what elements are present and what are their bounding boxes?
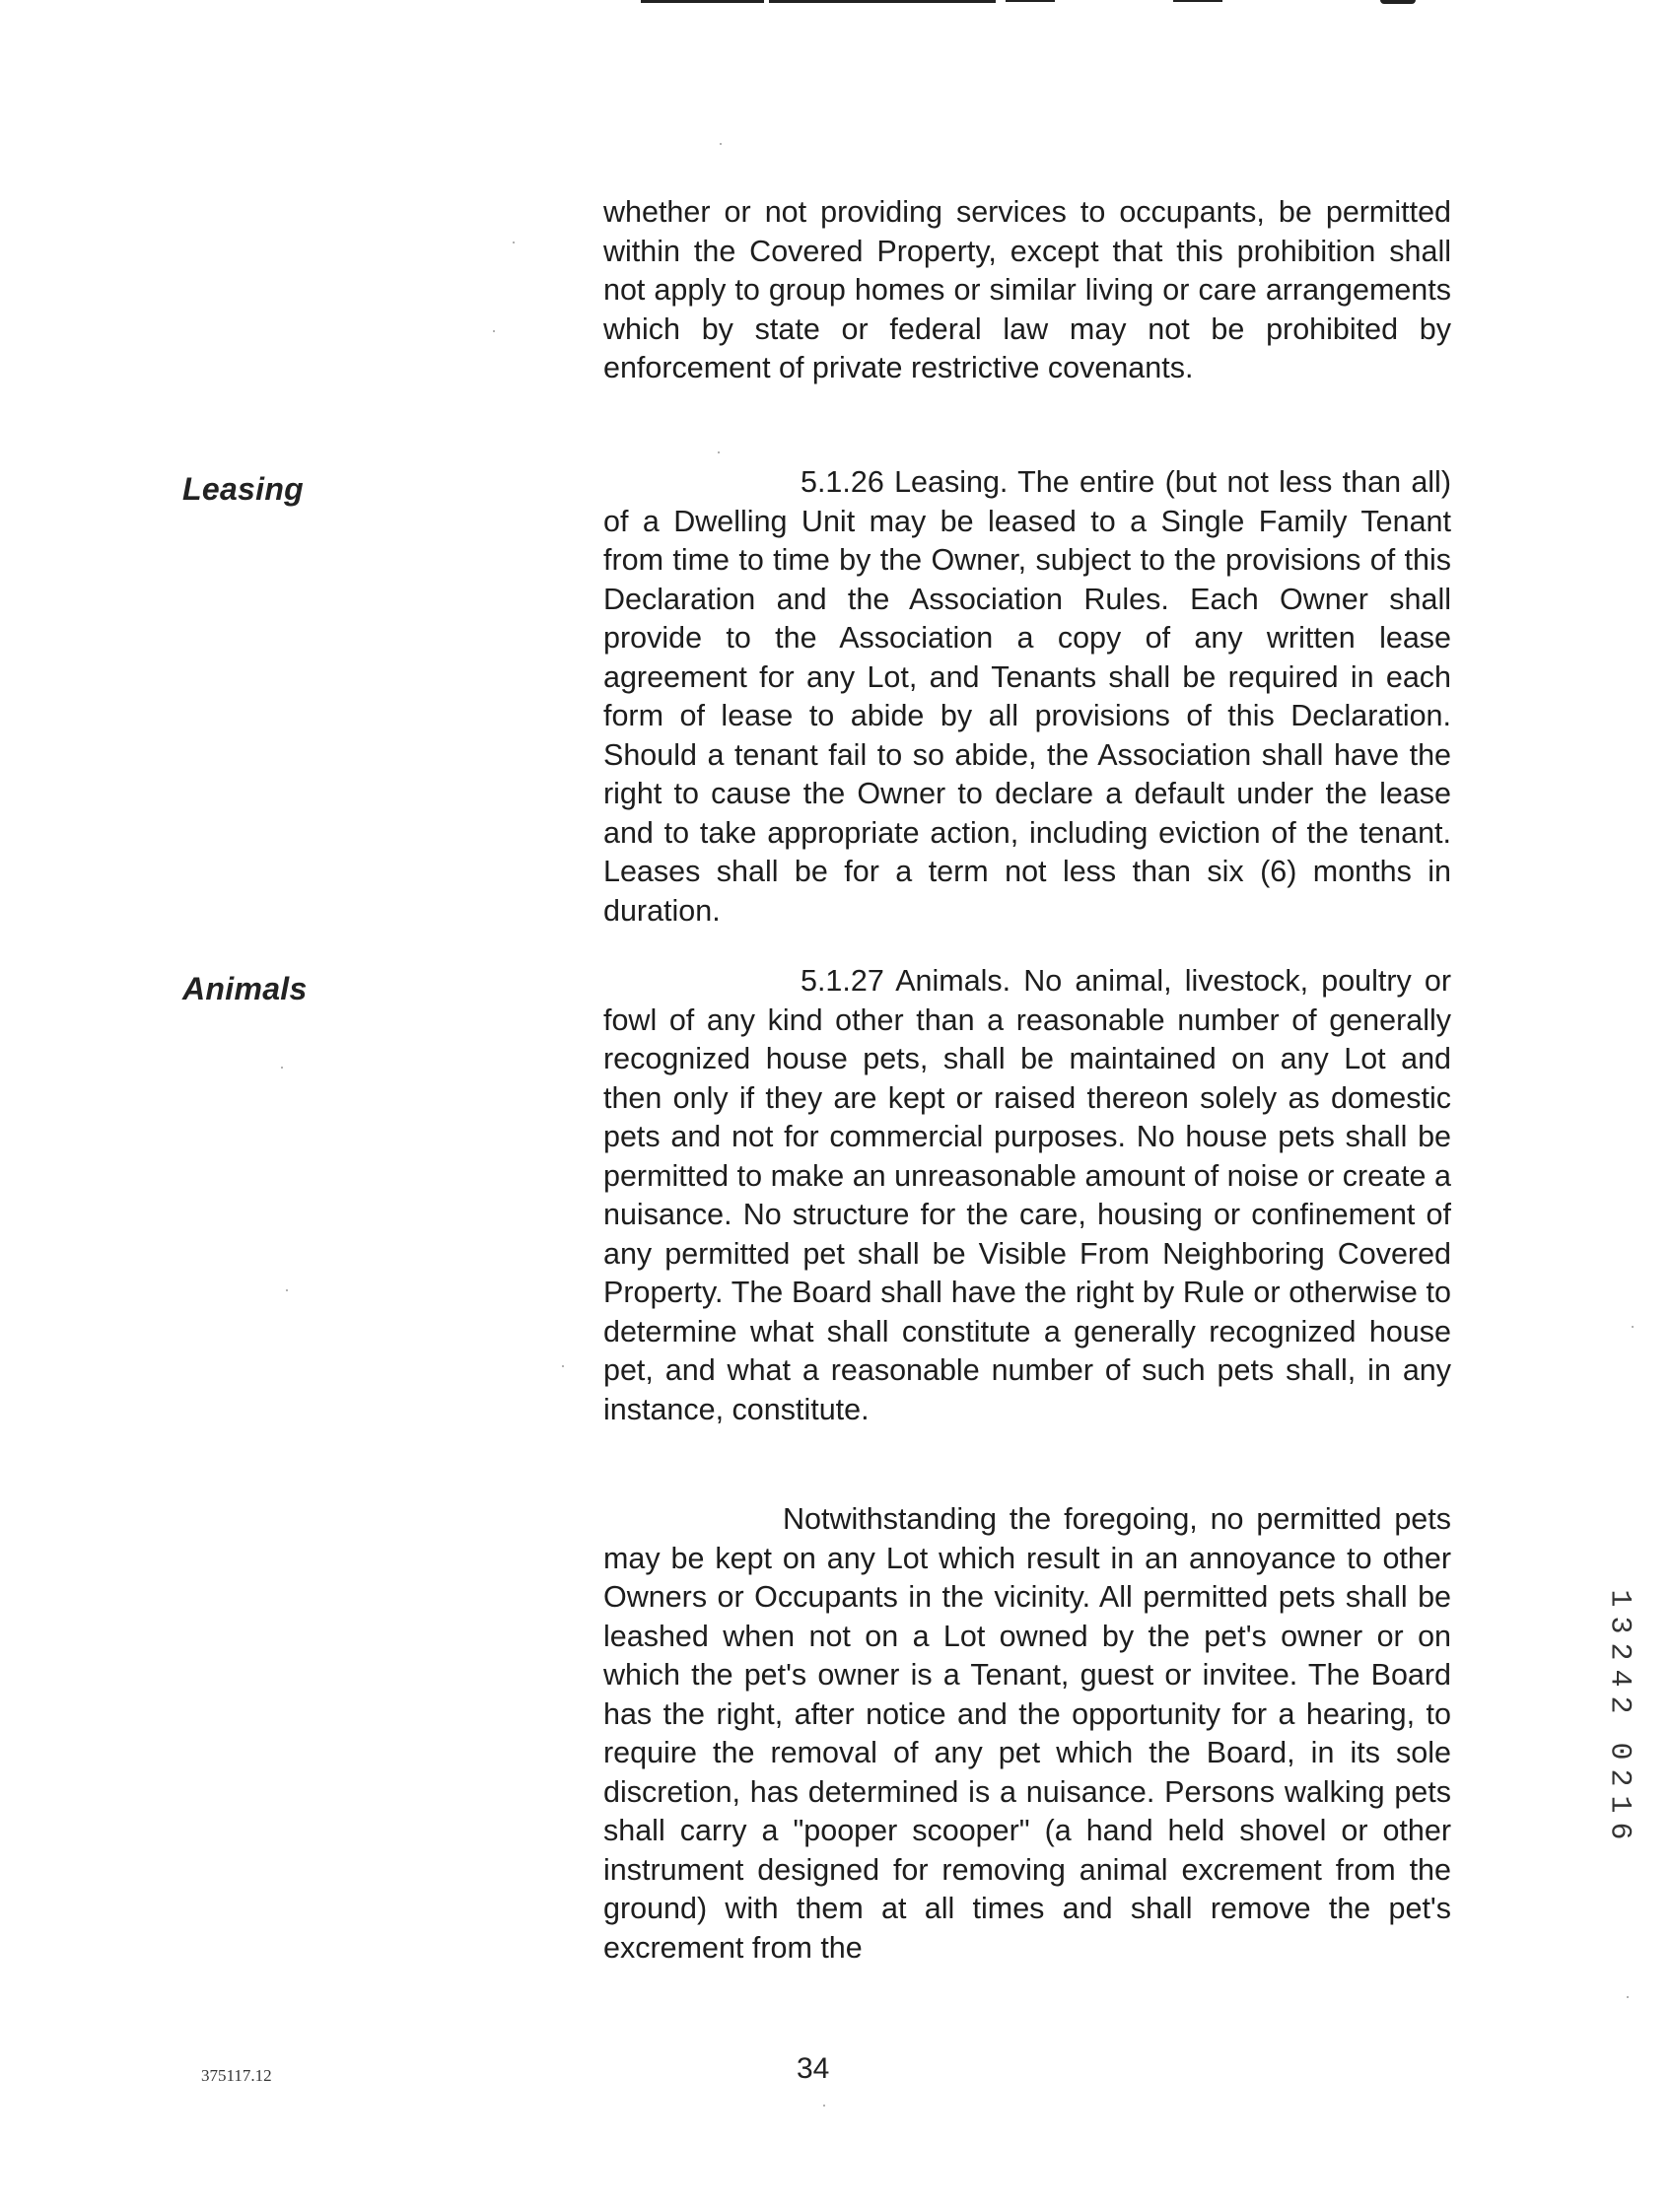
recording-stamp [1602, 1585, 1637, 1844]
document-number: 375117.12 [201, 2066, 272, 2085]
stamp-char: 1 [1602, 1795, 1637, 1814]
scan-speck [281, 1067, 283, 1069]
scan-artifact-line [641, 0, 764, 3]
paragraph-animals [603, 962, 1451, 1429]
scan-artifact-line [769, 0, 996, 3]
paragraph-text: 5.1.27 Animals. No animal, livestock, poultry or fowl of any kind other than a reasonable number of generally recognized house pets, shall be maintained on any Lot and then only if they are kept or raised thereon solely as domestic pets and not for commercial purposes. No house pets shall be permitted to make an unreasonable amount of noise or create a nuisance. No structure for the care, housing or confinement of any permitted pet shall be Visible From Neighboring Covered Property. The Board shall have the right by Rule or otherwise to determine what shall constitute a generally recognized house pet, and what a reasonable number of such pets shall, in any instance, constitute. [603, 964, 1451, 1426]
paragraph-leasing [603, 463, 1451, 931]
paragraph-text: Notwithstanding the foregoing, no permitted pets may be kept on any Lot which result in an annoyance to other Owners or Occupants in the vicinity. All permitted pets shall be leashed when not on a Lot owned by the pet's owner or on which the pet's owner is a Tenant, guest or invitee. The Board has the right, after notice and the opportunity for a hearing, to require the removal of any pet which the Board, in its sole discretion, has determined is a nuisance. Persons walking pets shall carry a "pooper scooper" (a hand held shovel or other instrument designed for removing animal excrement from the ground) with them at all times and shall remove the pet's excrement from the [603, 1502, 1451, 1965]
paragraph-notwithstanding [603, 1500, 1451, 1968]
stamp-char: 4 [1602, 1669, 1637, 1688]
stamp-char: 3 [1602, 1616, 1637, 1634]
stamp-char: 2 [1602, 1642, 1637, 1661]
stamp-char: 6 [1602, 1822, 1637, 1840]
scan-artifact-line [1173, 0, 1222, 2]
paragraph-continuation [603, 193, 1451, 388]
page-number: 34 [797, 2052, 830, 2085]
stamp-char: 2 [1602, 1695, 1637, 1714]
scan-artifact-line [1006, 0, 1055, 2]
scan-speck [718, 451, 720, 453]
scan-speck [513, 242, 515, 243]
scan-speck [493, 330, 495, 332]
scan-artifact-mark [1380, 0, 1416, 4]
scan-speck [1632, 1326, 1634, 1328]
paragraph-text: 5.1.26 Leasing. The entire (but not less than all) of a Dwelling Unit may be leased to a Single Family Tenant from time to time by the Owner, subject to the provisions of this Declaration and the Association Rules. Each Owner shall provide to the Association a copy of any written lease agreement for any Lot, and Tenants shall be required in each form of lease to abide by all provisions of this Declaration. Should a tenant fail to so abide, the Association shall have the right to cause the Owner to declare a default under the lease and to take appropriate action, including eviction of the tenant. Leases shall be for a term not less than six (6) months in duration. [603, 465, 1451, 928]
scan-speck [286, 1289, 288, 1291]
scan-speck [823, 2105, 825, 2107]
scan-speck [1627, 1996, 1629, 1998]
stamp-char: 1 [1602, 1589, 1637, 1608]
stamp-char: 0 [1602, 1742, 1637, 1761]
margin-heading-leasing: Leasing [182, 471, 305, 507]
stamp-char: 2 [1602, 1768, 1637, 1787]
scan-speck [562, 1365, 564, 1367]
margin-heading-animals: Animals [182, 971, 308, 1006]
scan-speck [720, 143, 722, 145]
paragraph-text: whether or not providing services to occupants, be permitted within the Covered Property, except that this prohibition shall not apply to group homes or similar living or care arrangements which by state or federal law may not be prohibited by enforcement of private restrictive covenants. [603, 195, 1451, 384]
